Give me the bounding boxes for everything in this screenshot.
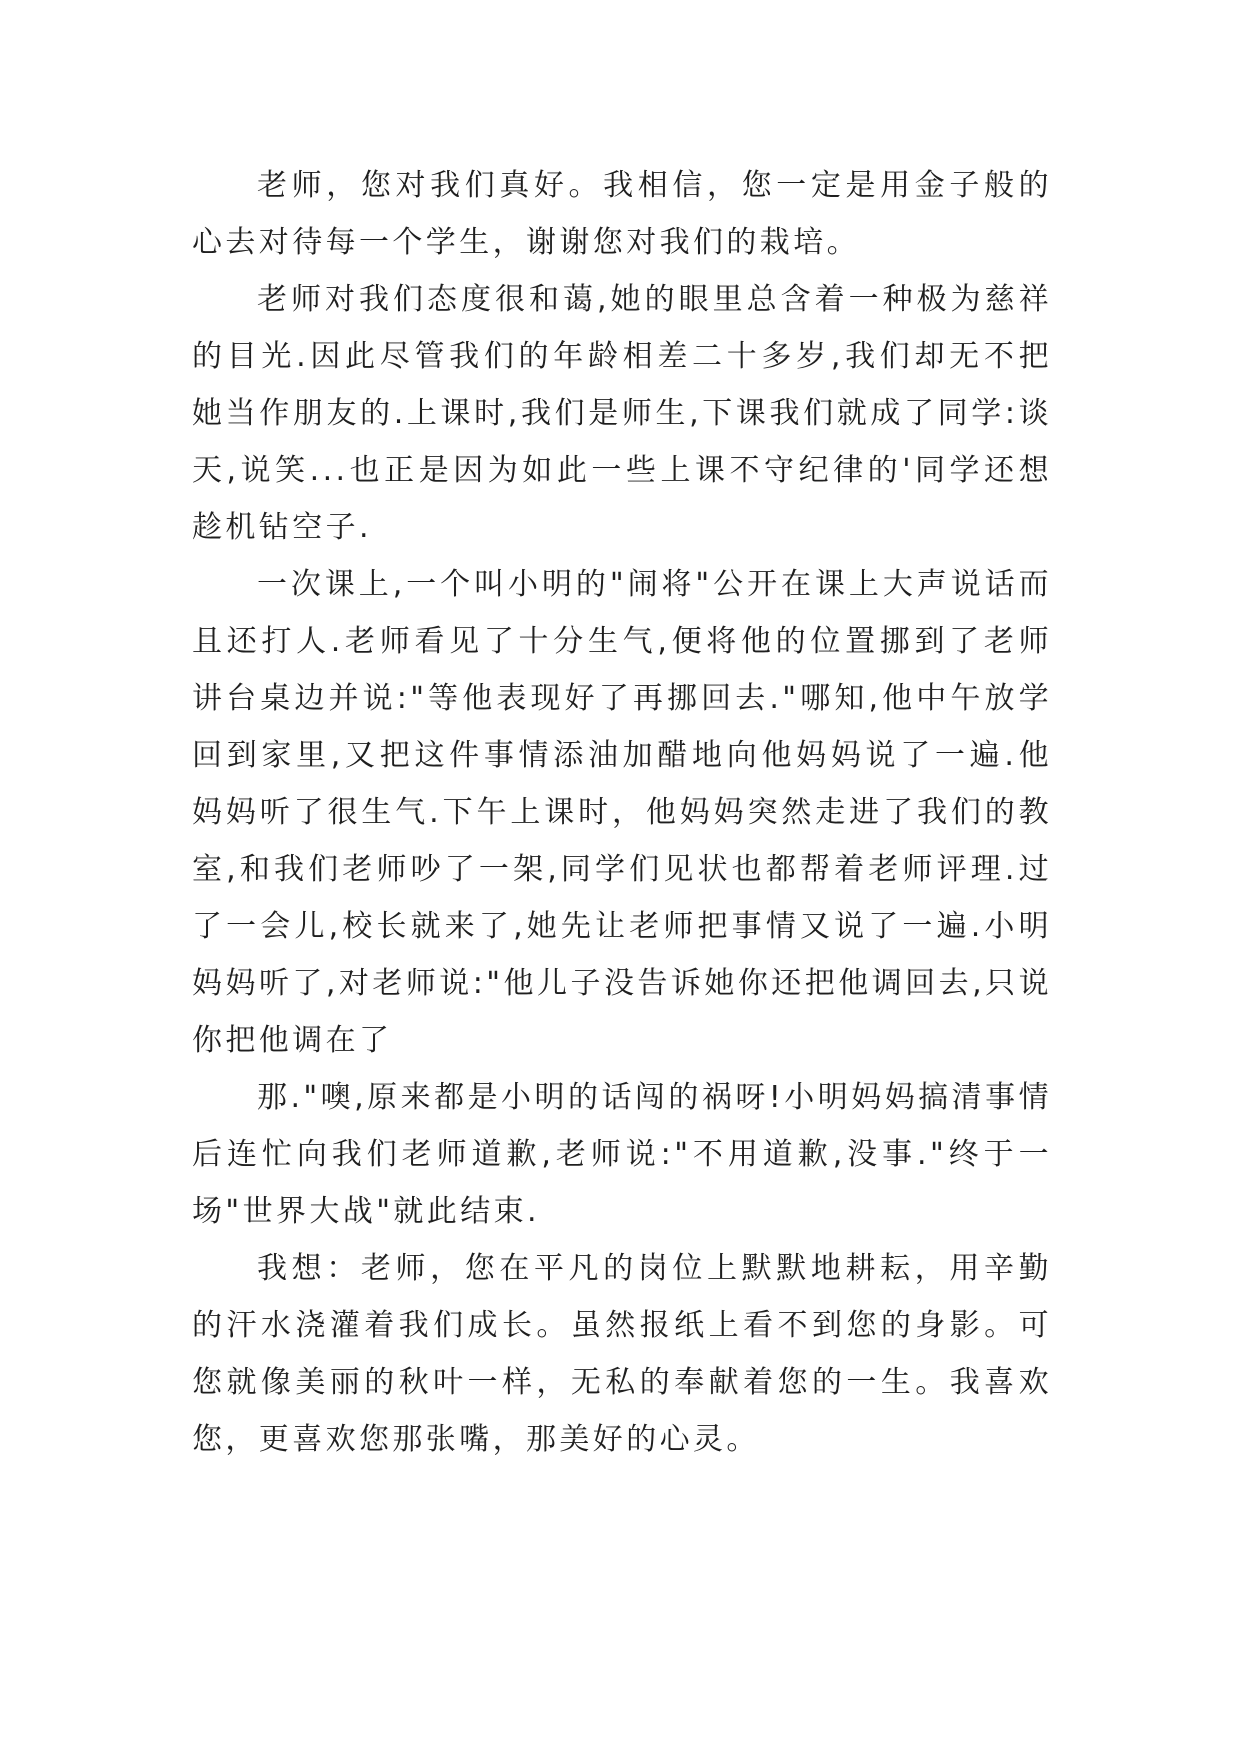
paragraph-3: 一次课上,一个叫小明的"闹将"公开在课上大声说话而且还打人.老师看见了十分生气,便将他的位置挪到了老师讲台桌边并说:"等他表现好了再挪回去."哪知,他中午放学回到家里,又把这件事情添油加醋地向他妈妈说了一遍.他妈妈听了很生气.下午上课时，他妈妈突然走进了我们的教室,和我们老师吵了一架,同学们见状也都帮着老师评理.过了一会儿,校长就来了,她先让老师把事情又说了一遍.小明妈妈听了,对老师说:"他儿子没告诉她你还把他调回去,只说你把他调在了 (192, 567, 1052, 1058)
paragraph-1: 老师，您对我们真好。我相信，您一定是用金子般的心去对待每一个学生，谢谢您对我们的栽培。 (192, 168, 1052, 260)
paragraph-2: 老师对我们态度很和蔼,她的眼里总含着一种极为慈祥的目光.因此尽管我们的年龄相差二十多岁,我们却无不把她当作朋友的.上课时,我们是师生,下课我们就成了同学:谈天,说笑...也正是因为如此一些上课不守纪律的'同学还想趁机钻空子. (192, 282, 1052, 545)
paragraph-5: 我想：老师，您在平凡的岗位上默默地耕耘，用辛勤的汗水浇灌着我们成长。虽然报纸上看不到您的身影。可您就像美丽的秋叶一样，无私的奉献着您的一生。我喜欢您，更喜欢您那张嘴，那美好的心灵。 (192, 1251, 1052, 1457)
paragraph-4: 那."噢,原来都是小明的话闯的祸呀!小明妈妈搞清事情后连忙向我们老师道歉,老师说:"不用道歉,没事."终于一场"世界大战"就此结束. (192, 1080, 1052, 1229)
document-body (192, 157, 1052, 1468)
